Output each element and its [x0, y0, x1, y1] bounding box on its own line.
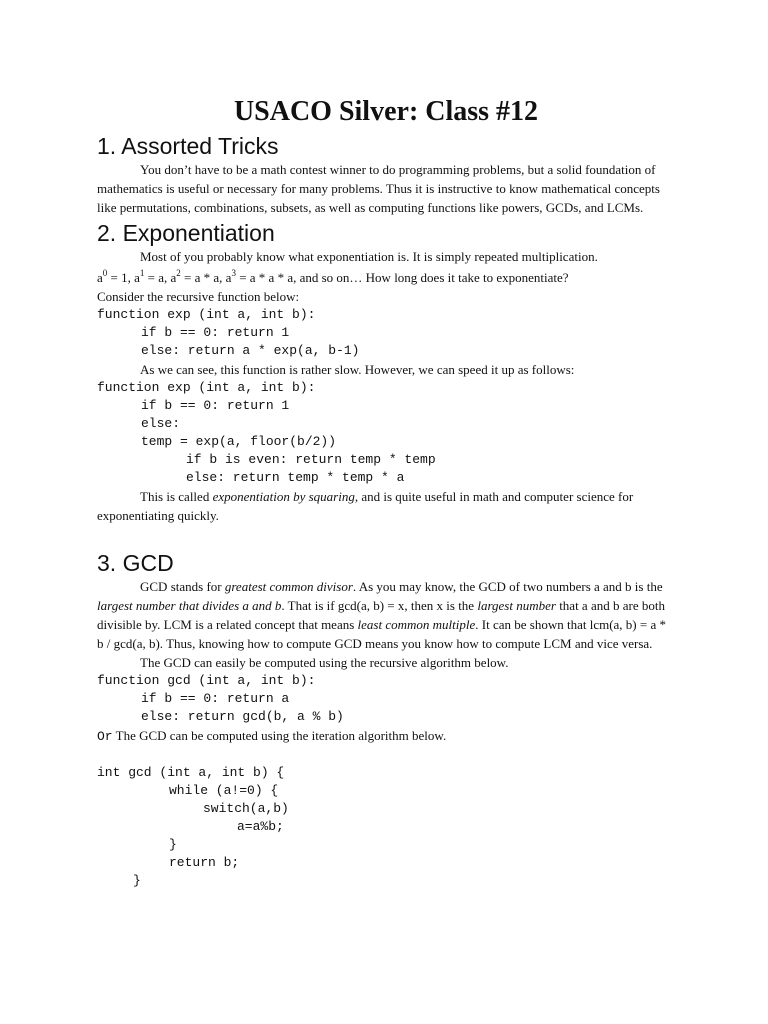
code-line: }: [169, 837, 177, 852]
consider-line: Consider the recursive function below:: [97, 289, 300, 304]
code-line: if b == 0: return 1: [141, 398, 290, 413]
powers-line: $a^0 = 1$, $a^1 = a$, $a^2 = a * a$, $a^3 = a * a * a$, and so on… How long does it take to exponentiate?: [97, 268, 569, 285]
code-line: switch(a,b): [203, 801, 289, 816]
section-heading-exponentiation: 2. Exponentiation: [97, 220, 275, 246]
squaring-paragraph: This is called exponentiation by squaring, and is quite useful in math and computer science for exponentiating quickly.: [97, 489, 634, 523]
code-line: else:: [141, 416, 181, 431]
exponentiation-intro: Most of you probably know what exponentiation is. It is simply repeated multiplication.: [140, 249, 598, 264]
code-line: function exp (int a, int b):: [97, 380, 316, 395]
document-page: [97, 92, 675, 890]
speed-up-paragraph: As we can see, this function is rather slow. However, we can speed it up as follows:: [140, 362, 575, 377]
section-heading-assorted-tricks: 1. Assorted Tricks: [97, 133, 279, 159]
or-word: Or: [97, 729, 113, 744]
code-line: if b is even: return temp * temp: [186, 452, 436, 467]
code-line: if b == 0: return a: [141, 691, 290, 706]
code-line: temp = exp(a, floor(b/2)): [141, 434, 337, 449]
code-line: function gcd (int a, int b):: [97, 673, 316, 688]
gcd-definition-paragraph: GCD stands for greatest common divisor. As you may know, the GCD of two numbers a and b is the largest number that divides a and b. That is if gcd(a, b) = x, then x is the largest number that a and b are both divisible by. LCM is a related concept that means least common multiple. It can be shown that lcm(a, b) = a * b / gcd(a, b). Thus, knowing how to compute GCD means you know how to compute LCM and vice versa.: [97, 579, 666, 651]
assorted-tricks-paragraph: You don’t have to be a math contest winner to do programming problems, but a solid foundation of mathematics is useful or necessary for many problems. Thus it is instructive to know mathematical concepts like permutations, combinations, subsets, as well as computing functions like powers, GCDs, and LCMs.: [97, 162, 660, 215]
code-line: else: return a * exp(a, b-1): [141, 343, 360, 358]
gcd-recursive-intro: The GCD can easily be computed using the recursive algorithm below.: [140, 655, 509, 670]
code-line: return b;: [169, 855, 240, 870]
code-line: function exp (int a, int b):: [97, 307, 316, 322]
code-block-exp-recursive: [97, 306, 675, 360]
code-line: else: return temp * temp * a: [186, 470, 405, 485]
code-block-exp-squaring: [97, 379, 675, 487]
code-line: while (a!=0) {: [169, 783, 279, 798]
document-title: USACO Silver: Class #12: [233, 96, 539, 127]
code-line: int gcd (int a, int b) {: [97, 765, 285, 780]
code-line: if b == 0: return 1: [141, 325, 290, 340]
section-heading-gcd: 3. GCD: [97, 550, 174, 576]
code-line: a=a%b;: [237, 819, 284, 834]
code-line: }: [133, 873, 141, 888]
gcd-iteration-intro: Or The GCD can be computed using the iteration algorithm below.: [97, 728, 447, 744]
code-block-gcd-iterative: [97, 764, 675, 890]
code-line: else: return gcd(b, a % b): [141, 709, 344, 724]
code-block-gcd-recursive: [97, 672, 675, 726]
